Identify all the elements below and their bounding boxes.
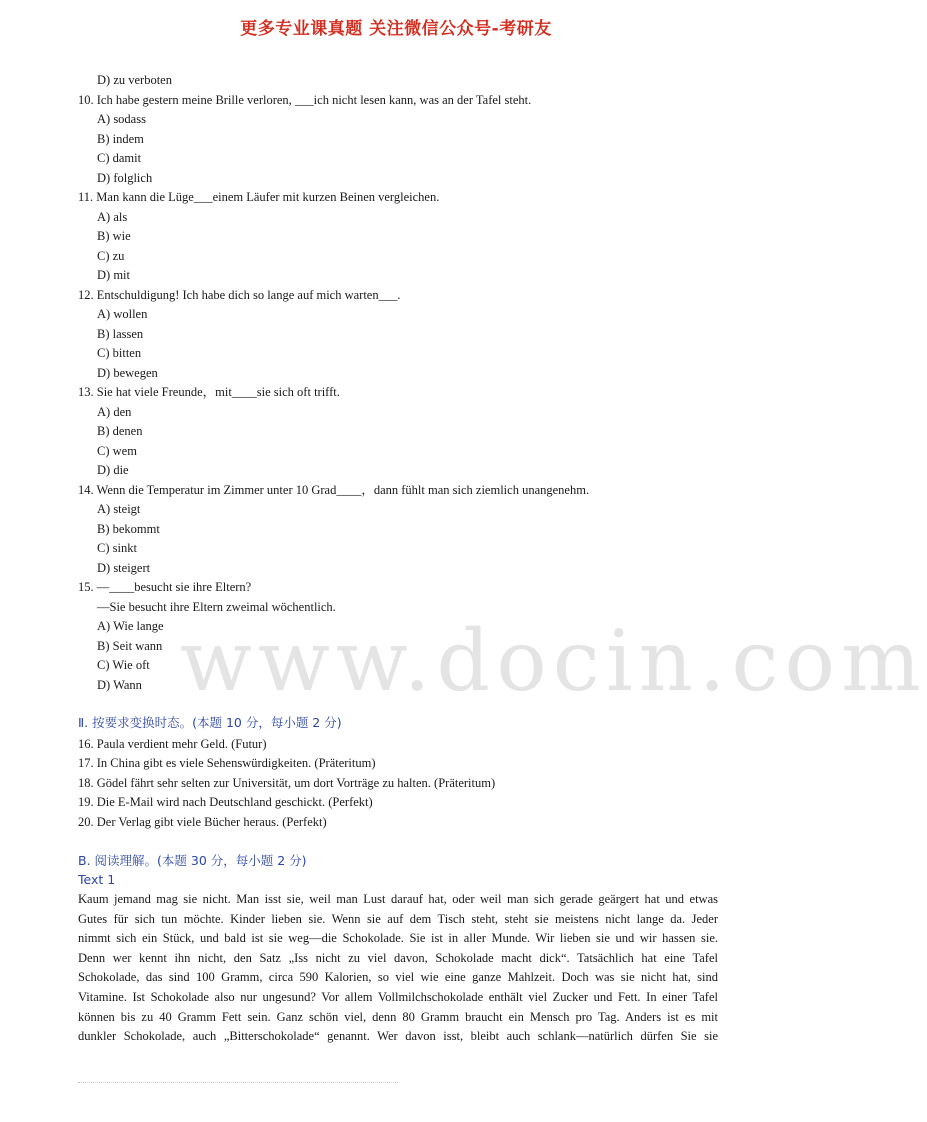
q15-option-a: A) Wie lange <box>97 619 164 633</box>
section-2-item: 18. Gödel fährt sehr selten zur Universität, um dort Vorträge zu halten. (Präteritum) <box>78 776 496 790</box>
text-1-label: Text 1 <box>78 872 116 887</box>
q12-option-d: D) bewegen <box>97 366 158 380</box>
q10-stem: 10. Ich habe gestern meine Brille verloren, ___ich nicht lesen kann, was an der Tafel steht. <box>78 93 532 107</box>
q10-option-b: B) indem <box>97 132 144 146</box>
q15-option-c: C) Wie oft <box>97 658 150 672</box>
q15-stem: 15. —____besucht sie ihre Eltern? <box>78 580 252 594</box>
section-2-item: 20. Der Verlag gibt viele Bücher heraus. (Perfekt) <box>78 815 327 829</box>
q14-option-d: D) steigert <box>97 561 151 575</box>
q13-stem: 13. Sie hat viele Freunde，mit____sie sich oft trifft. <box>78 385 340 399</box>
q13-option-d: D) die <box>97 463 129 477</box>
passage-line: Denn wer kennt ihn nicht, den Satz „Iss nicht zu viel davon, Schokolade macht dick“. Tatsächlich hat eine Tafel <box>78 950 718 965</box>
q10-option-c: C) damit <box>97 151 142 165</box>
section-2-heading: Ⅱ. 按要求变换时态。(本题 10 分，每小题 2 分) <box>78 715 342 730</box>
page-header-title: 更多专业课真题 关注微信公众号-考研友 <box>240 19 552 39</box>
q15-reply: —Sie besucht ihre Eltern zweimal wöchentlich. <box>97 600 336 614</box>
q12-option-b: B) lassen <box>97 327 144 341</box>
q13-option-c: C) wem <box>97 444 137 458</box>
passage-line: Schokolade, das sind 100 Gramm, circa 590 Kalorien, so viel wie eine ganze Mahlzeit. Doch was sie nicht hat, sind <box>78 970 718 985</box>
q10-option-a: A) sodass <box>97 112 146 126</box>
section-2-item: 17. In China gibt es viele Sehenswürdigkeiten. (Präteritum) <box>78 756 376 770</box>
q9-option-d: D) zu verboten <box>97 73 172 87</box>
q12-option-c: C) bitten <box>97 346 142 360</box>
q12-stem: 12. Entschuldigung! Ich habe dich so lange auf mich warten___. <box>78 288 401 302</box>
section-b-heading: B. 阅读理解。(本题 30 分，每小题 2 分) <box>78 853 307 868</box>
q15-option-d: D) Wann <box>97 678 142 692</box>
passage-line: Kaum jemand mag sie nicht. Man isst sie, weil man Lust darauf hat, oder weil man sich gerade geärgert hat und etwas <box>78 892 718 906</box>
q14-option-b: B) bekommt <box>97 522 160 536</box>
q12-option-a: A) wollen <box>97 307 148 321</box>
q13-option-b: B) denen <box>97 424 143 438</box>
section-2-item: 16. Paula verdient mehr Geld. (Futur) <box>78 737 267 751</box>
q11-option-b: B) wie <box>97 229 131 243</box>
page-bottom-cutoff <box>78 1082 398 1089</box>
q11-option-c: C) zu <box>97 249 125 263</box>
q13-option-a: A) den <box>97 405 132 419</box>
reading-passage <box>78 890 718 1047</box>
passage-line: Vitamine. Ist Schokolade also nur ungesund? Vor allem Vollmilchschokolade enthält viel Zucker und Fett. In einer Tafel <box>78 989 718 1004</box>
passage-line: dunkler Schokolade, auch „Bitterschokolade“ genannt. Wer davon isst, bleibt auch schlank—natürlich dürfen Sie sie <box>78 1029 718 1044</box>
q15-option-b: B) Seit wann <box>97 639 163 653</box>
q14-option-c: C) sinkt <box>97 541 137 555</box>
passage-line: nimmt sich ein Stück, und bald ist sie weg—die Schokolade. Sie ist in aller Munde. Wir lieben sie und wir hassen sie. <box>78 931 718 946</box>
q14-stem: 14. Wenn die Temperatur im Zimmer unter 10 Grad____，dann fühlt man sich ziemlich unangenehm. <box>78 483 590 497</box>
passage-line: können bis zu 40 Gramm Fett sein. Ganz schön viel, denn 80 Gramm braucht ein Mensch pro Tag. Anders ist es mit <box>78 1009 718 1024</box>
q11-option-a: A) als <box>97 210 128 224</box>
docin-watermark: www.docin.com <box>180 612 927 710</box>
q14-option-a: A) steigt <box>97 502 141 516</box>
q11-option-d: D) mit <box>97 268 130 282</box>
q11-stem: 11. Man kann die Lüge___einem Läufer mit kurzen Beinen vergleichen. <box>78 190 440 204</box>
q10-option-d: D) folglich <box>97 171 153 185</box>
passage-line: Gutes für sich tun möchte. Kinder lieben sie. Wenn sie auf dem Tisch steht, steht sie meistens nicht lange da. Jeder <box>78 911 718 926</box>
section-2-item: 19. Die E-Mail wird nach Deutschland geschickt. (Perfekt) <box>78 795 373 809</box>
